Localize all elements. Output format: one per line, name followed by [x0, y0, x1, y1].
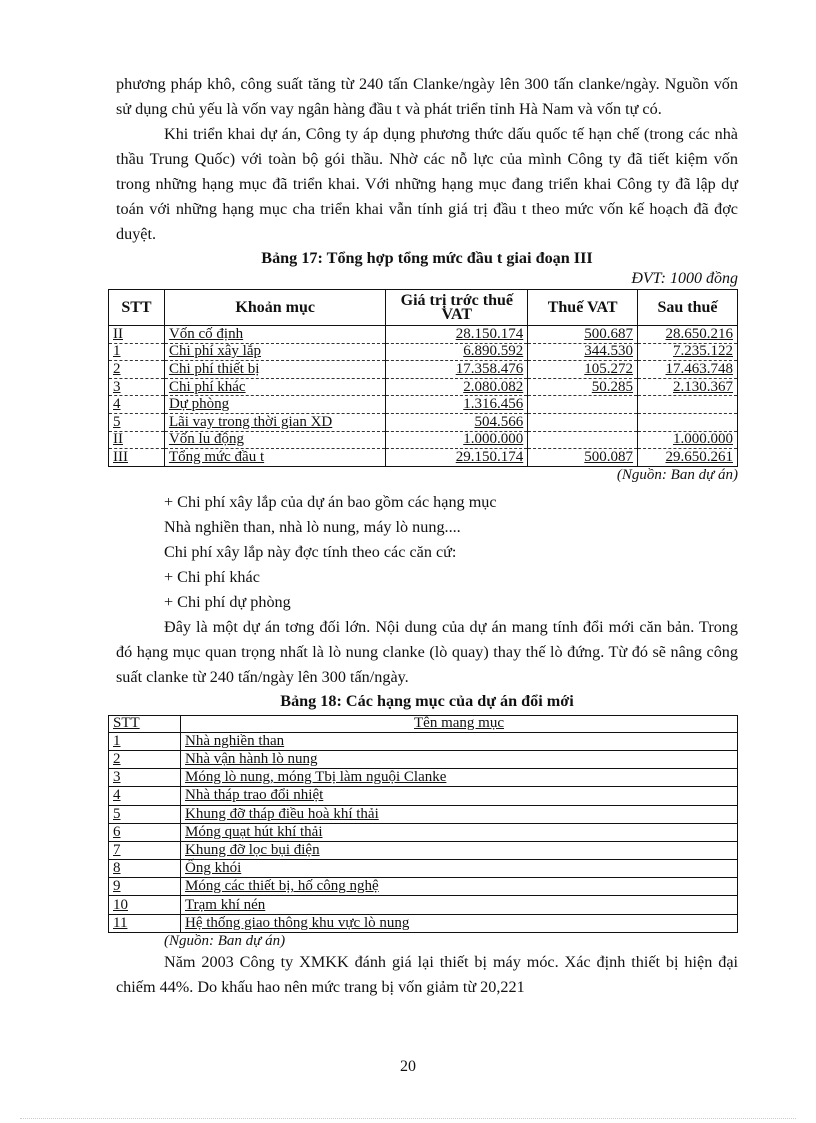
cell-after-tax: 1.000.000 [638, 431, 738, 449]
table-row [109, 823, 738, 841]
cell-item-name: Khung đỡ tháp điều hoà khí thải [181, 805, 738, 823]
cell-item: Chi phí khác [164, 378, 385, 396]
table-header-row [109, 715, 738, 732]
cell-stt: 3 [109, 769, 181, 787]
cell-stt: 11 [109, 914, 181, 932]
table-row [109, 805, 738, 823]
cell-item-name: Hệ thống giao thông khu vực lò nung [181, 914, 738, 932]
cell-item: Chi phí thiết bị [164, 361, 385, 379]
table18-caption: Bảng 18: Các hạng mục của dự án đổi mới [280, 691, 574, 710]
cell-vat [528, 431, 638, 449]
cell-item-name: Ống khói [181, 860, 738, 878]
cell-after-tax: 28.650.216 [638, 326, 738, 344]
table17-unit: ĐVT: 1000 đồng [631, 270, 738, 287]
cell-vat: 500.087 [528, 449, 638, 467]
cell-item: Lãi vay trong thời gian XD [164, 413, 385, 431]
cell-item-name: Nhà nghiền than [181, 732, 738, 750]
table-row [109, 878, 738, 896]
table-row [109, 750, 738, 768]
cell-pre-tax: 1.316.456 [386, 396, 528, 414]
cell-pre-tax: 504.566 [386, 413, 528, 431]
cell-stt: 3 [109, 378, 165, 396]
cell-stt: 5 [109, 805, 181, 823]
cell-stt: 9 [109, 878, 181, 896]
cell-stt: III [109, 449, 165, 467]
table-header-row [109, 290, 738, 326]
cell-item-name: Móng các thiết bị, hố công nghệ [181, 878, 738, 896]
cell-pre-tax: 28.150.174 [386, 326, 528, 344]
table-row [109, 431, 738, 449]
paragraph-equipment-assessment: Năm 2003 Công ty XMKK đánh giá lại thiết bị máy móc. Xác định thiết bị hiện đại chiếm 44%. Do khấu hao nên mức trang bị vốn giảm từ 20,221 [116, 952, 738, 996]
table-row [109, 860, 738, 878]
table-row [109, 378, 738, 396]
cell-stt: 2 [109, 750, 181, 768]
table18-source: (Nguồn: Ban dự án) [164, 932, 286, 949]
table-row [109, 413, 738, 431]
cell-pre-tax: 17.358.476 [386, 361, 528, 379]
table17-caption: Bảng 17: Tổng hợp tổng mức đầu t giai đoạn III [261, 249, 593, 267]
investment-table [108, 289, 738, 467]
cell-stt: 5 [109, 413, 165, 431]
cell-item-name: Trạm khí nén [181, 896, 738, 914]
cell-stt: 4 [109, 396, 165, 414]
bullet-construction-cost: + Chi phí xây lắp của dự án bao gồm các hạng mục [164, 492, 497, 511]
cell-after-tax: 2.130.367 [638, 378, 738, 396]
bullet-other-cost: + Chi phí khác [164, 567, 260, 586]
cell-item-name: Khung đỡ lọc bụi điện [181, 841, 738, 859]
cell-after-tax [638, 413, 738, 431]
cell-stt: 1 [109, 732, 181, 750]
cell-after-tax: 29.650.261 [638, 449, 738, 467]
bullet-calculation-basis: Chi phí xây lắp này đợc tính theo các căn cứ: [164, 542, 457, 561]
cell-stt: II [109, 326, 165, 344]
header-stt: STT [109, 290, 165, 326]
cell-pre-tax: 1.000.000 [386, 431, 528, 449]
cell-vat: 105.272 [528, 361, 638, 379]
cell-stt: II [109, 431, 165, 449]
cell-stt: 2 [109, 361, 165, 379]
table-row [109, 396, 738, 414]
table-row-total [109, 449, 738, 467]
cell-vat [528, 396, 638, 414]
table-row [109, 343, 738, 361]
cell-item: Chi phí xây lắp [164, 343, 385, 361]
cell-after-tax [638, 396, 738, 414]
table-row [109, 769, 738, 787]
table17-source: (Nguồn: Ban dự án) [616, 466, 738, 483]
cell-stt: 4 [109, 787, 181, 805]
table-row [109, 787, 738, 805]
header-sau-thue: Sau thuế [638, 290, 738, 326]
header-khoan-muc: Khoản mục [164, 290, 385, 326]
table-row [109, 841, 738, 859]
page-number: 20 [400, 1058, 416, 1075]
paragraph-project-scope: Đây là một dự án tơng đối lớn. Nội dung của dự án mang tính đổi mới căn bản. Trong đó hạng mục quan trọng nhất là lò nung clanke (lò quay) thay thế lò đứng. Từ đó sẽ nâng công suất clanke từ 240 tấn/ngày lên 300 tấn/ngày. [116, 617, 738, 686]
cell-pre-tax: 6.890.592 [386, 343, 528, 361]
paragraph-intro: phương pháp khô, công suất tăng từ 240 tấn Clanke/ngày lên 300 tấn clanke/ngày. Nguồn vốn sử dụng chủ yếu là vốn vay ngân hàng đầu t và phát triển tỉnh Hà Nam và vốn tự có. [116, 75, 738, 118]
project-items-table [108, 715, 738, 933]
cell-vat [528, 413, 638, 431]
cell-item: Vốn cố định [164, 326, 385, 344]
cell-after-tax: 17.463.748 [638, 361, 738, 379]
cell-item: Vốn lu động [164, 431, 385, 449]
table-row [109, 326, 738, 344]
header-thue-vat: Thuế VAT [528, 290, 638, 326]
bullet-construction-items: Nhà nghiền than, nhà lò nung, máy lò nung.... [164, 517, 461, 536]
table-row [109, 896, 738, 914]
cell-vat: 50.285 [528, 378, 638, 396]
header-item-name: Tên mang mục [181, 715, 738, 732]
cell-after-tax: 7.235.122 [638, 343, 738, 361]
header-stt: STT [109, 715, 181, 732]
cell-stt: 1 [109, 343, 165, 361]
cell-item-name: Móng quạt hút khí thải [181, 823, 738, 841]
cell-stt: 7 [109, 841, 181, 859]
header-gia-tri-truoc-thue: Giá trị trớc thuế VAT [386, 290, 528, 326]
cell-pre-tax: 29.150.174 [386, 449, 528, 467]
cell-item-name: Nhà vận hành lò nung [181, 750, 738, 768]
cell-item: Dự phòng [164, 396, 385, 414]
cell-vat: 344.530 [528, 343, 638, 361]
cell-vat: 500.687 [528, 326, 638, 344]
cell-item-name: Móng lò nung, móng Tbị làm nguội Clanke [181, 769, 738, 787]
footer-divider [20, 1118, 796, 1119]
cell-item: Tổng mức đầu t [164, 449, 385, 467]
document-page [113, 72, 738, 1000]
bullet-contingency-cost: + Chi phí dự phòng [164, 592, 291, 611]
table-row [109, 361, 738, 379]
table-row [109, 732, 738, 750]
cell-stt: 6 [109, 823, 181, 841]
table-row [109, 914, 738, 932]
cell-stt: 8 [109, 860, 181, 878]
cell-pre-tax: 2.080.082 [386, 378, 528, 396]
cell-stt: 10 [109, 896, 181, 914]
paragraph-implementation: Khi triển khai dự án, Công ty áp dụng phương thức dấu quốc tế hạn chế (trong các nhà thầu Trung Quốc) với toàn bộ gói thầu. Nhờ các nỗ lực của mình Công ty đã tiết kiệm vốn trong những hạng mục đã triển khai. Với những hạng mục đang triển khai Công ty đã lập dự toán với những hạng mục cha triển khai vẫn tính giá trị đầu t theo mức vốn kế hoạch đã đợc duyệt. [116, 125, 738, 243]
cell-item-name: Nhà tháp trao đổi nhiệt [181, 787, 738, 805]
